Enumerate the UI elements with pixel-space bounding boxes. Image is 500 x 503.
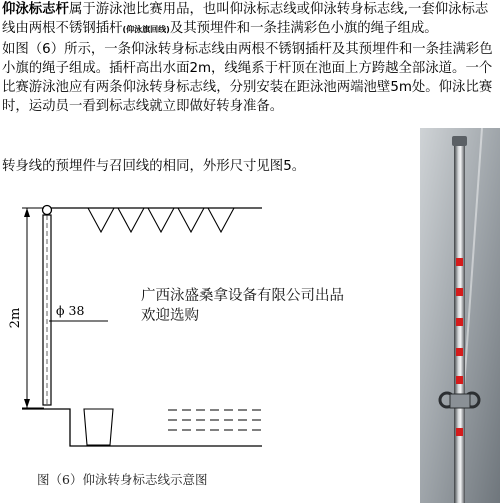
pool-wall-outline	[22, 409, 262, 446]
height-label: 2m	[8, 307, 23, 329]
dim-arrow-bottom	[24, 399, 30, 408]
dim-arrow-top	[24, 208, 30, 217]
embedded-sleeve	[84, 409, 113, 445]
intro-text-a: 属于游泳池比赛用品，也叫仰泳标志线或仰泳转身标志线,一套仰泳标志线由两根不锈钢插杆	[2, 2, 489, 37]
triangle-flags	[88, 208, 234, 232]
water-surface-lines	[168, 410, 262, 430]
pole-top-ring	[43, 206, 52, 215]
diameter-label: ϕ 38	[56, 303, 85, 318]
figure-caption: 图（6）仰泳转身标志线示意图	[37, 472, 208, 487]
company-slogan: 欢迎选购	[141, 308, 199, 324]
intro-text-b: 及其预埋件和一条挂满彩色小旗的绳子组成。	[169, 21, 438, 37]
pole-photo	[420, 128, 500, 503]
photo-clamp-body	[450, 394, 470, 408]
intro-small-tag: (仰泳旗回线)	[122, 25, 170, 35]
company-name: 广西泳盛桑拿设备有限公司出品	[141, 288, 344, 304]
intro-title: 仰泳标志杆	[2, 2, 69, 17]
description-paragraph: 如图（6）所示，一条仰泳转身标志线由两根不锈钢插杆及其预埋件和一条挂满彩色小旗的绳子组成。插杆高出水面2m，线绳系于杆顶在池面上方跨越全部泳道。一个比赛游泳池应有两条仰泳转身标志线，分别安装在距泳池两端池壁5m处。仰泳比赛时，运动员一看到标志线就立即做好转身准备。	[2, 41, 493, 115]
company-watermark	[141, 286, 344, 326]
photo-pole-cap	[452, 136, 467, 146]
note-text: 转身线的预埋件与召回线的相同，外形尺寸见图5。	[2, 159, 306, 174]
